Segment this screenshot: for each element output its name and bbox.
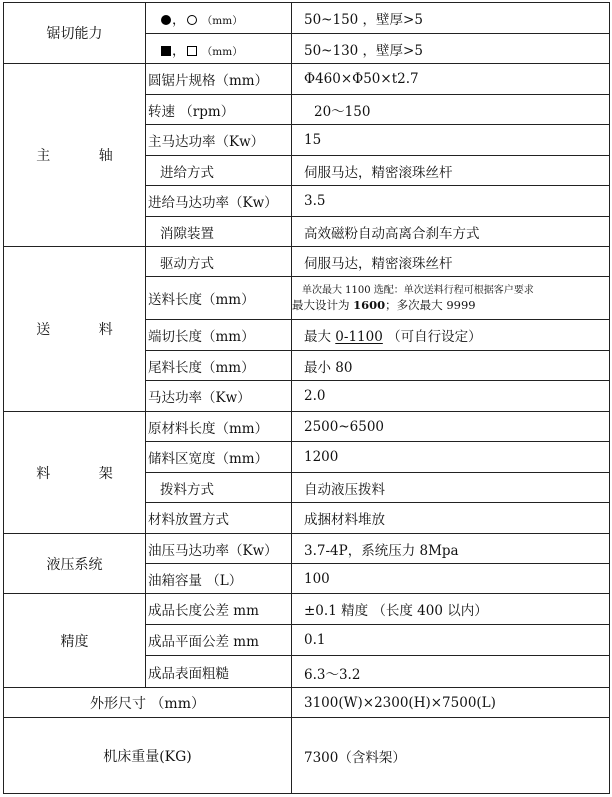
section-feeding: 送 料 xyxy=(4,247,146,412)
solid-circle-icon xyxy=(161,15,171,25)
section-precision: 精度 xyxy=(4,594,146,688)
round-section-label: ， （mm） xyxy=(146,3,292,34)
table-row xyxy=(4,64,610,95)
section-weight: 机床重量(KG) xyxy=(4,718,292,794)
weight-value: 7300（含料架） xyxy=(292,718,610,794)
raw-length-label: 原材料长度（mm） xyxy=(146,412,292,442)
damping-label: 消隙装置 xyxy=(146,217,292,247)
length-tol-label: 成品长度公差 mm xyxy=(146,594,292,625)
tank-label: 油箱容量 （L） xyxy=(146,564,292,594)
length-tol-value: ±0.1 精度 （长度 400 以内） xyxy=(292,594,610,625)
feed-mode-label: 进给方式 xyxy=(146,156,292,186)
pump-value: 3.7-4P，系统压力 8Mpa xyxy=(292,534,610,564)
storage-width-value: 1200 xyxy=(292,442,610,473)
feed-length-label: 送料长度（mm） xyxy=(146,277,292,320)
drive-value: 伺服马达，精密滚珠丝杆 xyxy=(292,247,610,277)
roughness-label: 成品表面粗糙 xyxy=(146,656,292,688)
table-row xyxy=(4,3,610,34)
square-capacity-value: 50~130 ，壁厚>5 xyxy=(292,34,610,64)
blade-spec-value: Φ460×Φ50×t2.7 xyxy=(292,64,610,95)
end-cut-label: 端切长度（mm） xyxy=(146,320,292,351)
dimensions-value: 3100(W)×2300(H)×7500(L) xyxy=(292,688,610,718)
table-row xyxy=(4,247,610,277)
table-row xyxy=(4,412,610,442)
roughness-value: 6.3～3.2 xyxy=(292,656,610,688)
round-capacity-value: 50~150 ，壁厚>5 xyxy=(292,3,610,34)
storage-width-label: 储料区宽度（mm） xyxy=(146,442,292,473)
raw-length-value: 2500~6500 xyxy=(292,412,610,442)
feed-length-value: 单次最大 1100 选配：单次送料行程可根据客户要求 最大设计为 1600；多次最大 9999 xyxy=(292,277,610,320)
drive-label: 驱动方式 xyxy=(146,247,292,277)
tail-label: 尾料长度（mm） xyxy=(146,351,292,381)
feed-mode-value: 伺服马达，精密滚珠丝杆 xyxy=(292,156,610,186)
section-dimensions: 外形尺寸 （mm） xyxy=(4,688,292,718)
tail-value: 最小 80 xyxy=(292,351,610,381)
feed-motor-power-value: 2.0 xyxy=(292,381,610,412)
hollow-square-icon xyxy=(187,46,197,56)
solid-square-icon xyxy=(161,46,171,56)
table-row xyxy=(4,688,610,718)
hollow-circle-icon xyxy=(187,15,197,25)
pump-label: 油压马达功率（Kw） xyxy=(146,534,292,564)
end-cut-value: 最大 0-1100 （可自行设定） xyxy=(292,320,610,351)
blade-spec-label: 圆锯片规格（mm） xyxy=(146,64,292,95)
section-spindle: 主 轴 xyxy=(4,64,146,247)
placement-value: 成捆材料堆放 xyxy=(292,503,610,534)
speed-label: 转速 （rpm） xyxy=(146,95,292,125)
table-row xyxy=(4,534,610,564)
feed-motor-value: 3.5 xyxy=(292,186,610,217)
pulling-value: 自动液压拨料 xyxy=(292,473,610,503)
section-saw-capacity: 锯切能力 xyxy=(4,3,146,64)
table-row xyxy=(4,594,610,625)
speed-value: 20～150 xyxy=(292,95,610,125)
table-row xyxy=(4,718,610,794)
section-rack: 料 架 xyxy=(4,412,146,534)
feed-motor-power-label: 马达功率（Kw） xyxy=(146,381,292,412)
section-hydraulic: 液压系统 xyxy=(4,534,146,594)
flatness-value: 0.1 xyxy=(292,625,610,656)
motor-power-label: 主马达功率（Kw） xyxy=(146,125,292,156)
motor-power-value: 15 xyxy=(292,125,610,156)
square-section-label: ， （mm） xyxy=(146,34,292,64)
feed-motor-label: 进给马达功率（Kw） xyxy=(146,186,292,217)
placement-label: 材料放置方式 xyxy=(146,503,292,534)
tank-value: 100 xyxy=(292,564,610,594)
pulling-label: 拨料方式 xyxy=(146,473,292,503)
flatness-label: 成品平面公差 mm xyxy=(146,625,292,656)
damping-value: 高效磁粉自动高离合刹车方式 xyxy=(292,217,610,247)
spec-table xyxy=(3,2,610,794)
